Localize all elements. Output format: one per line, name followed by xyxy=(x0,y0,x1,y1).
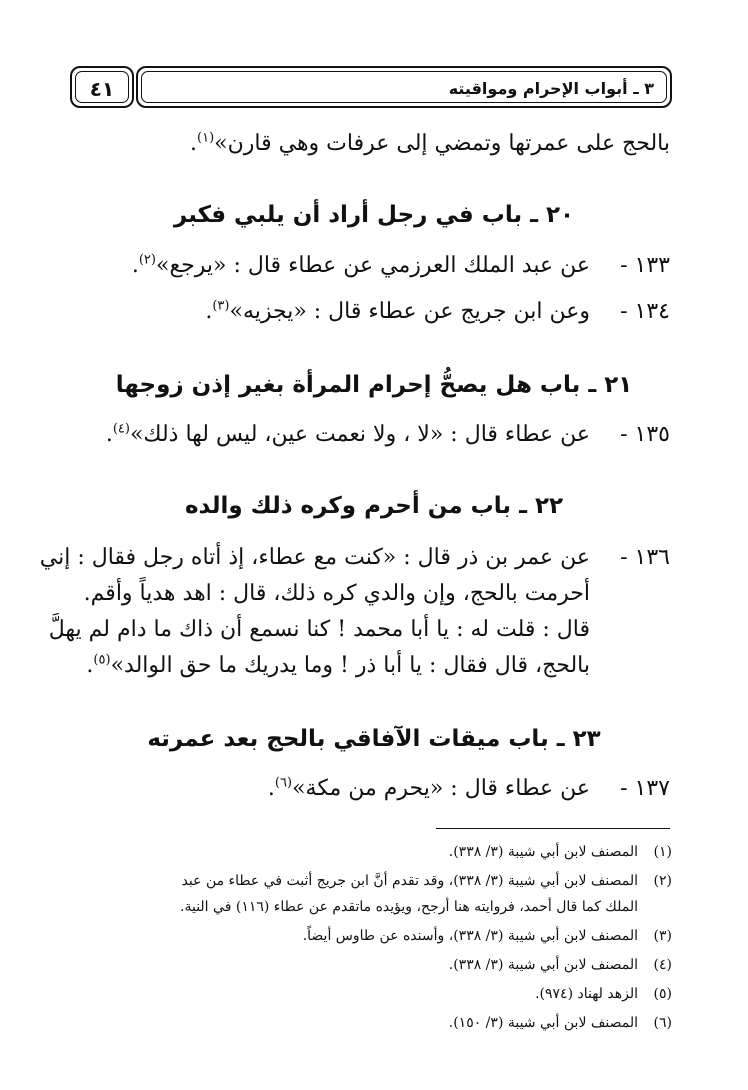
hadith-text: عن عبد الملك العرزمي عن عطاء قال : «يرجع» xyxy=(155,253,590,278)
footnote-text: المصنف لابن أبي شيبة (٣/ ٣٣٨)، وقد تقدم أنَّ ابن جريج أثبت في عطاء من عبد xyxy=(181,873,638,889)
section-heading-21: ٢١ ـ باب هل يصحُّ إحرام المرأة بغير إذن زوجها xyxy=(115,372,633,398)
hadith-number: ١٣٣ - xyxy=(620,253,670,278)
footnote-2 xyxy=(70,869,672,893)
footnote-6 xyxy=(70,1011,672,1035)
hadith-text: عن عطاء قال : «لا ، ولا نعمت عين، ليس لها ذلك» xyxy=(129,422,590,447)
footnote-ref: (٢) xyxy=(138,252,156,268)
hadith-text: وعن ابن جريج عن عطاء قال : «يجزيه» xyxy=(229,299,590,324)
page-number-box xyxy=(70,66,134,108)
footnote-divider xyxy=(436,828,670,829)
footnote-ref: (٣) xyxy=(212,298,230,314)
hadith-136-line-4: بالحج، قال فقال : يا أبا ذر ! وما يدريك ما حق الوالد»$^{(٥)}$. xyxy=(86,652,590,678)
footnote-ref: (٦) xyxy=(274,775,293,791)
footnote-number: (١) xyxy=(653,844,672,860)
hadith-number: ١٣٦ - xyxy=(620,545,670,570)
footnote-3 xyxy=(70,924,672,948)
footnote-number: (٥) xyxy=(653,986,672,1002)
footnote-1 xyxy=(70,840,672,864)
footnote-number: (٣) xyxy=(653,928,672,944)
hadith-text: عن عطاء قال : «يحرم من مكة» xyxy=(292,776,590,801)
hadith-136-line-1 xyxy=(39,540,670,576)
hadith-number: ١٣٧ - xyxy=(620,776,670,801)
hadith-136-line-2: أحرمت بالحج، وإن والدي كره ذلك، قال : اهد هدياً وأقم. xyxy=(83,581,590,606)
running-header-title: ٣ ـ أبواب الإحرام ومواقيته xyxy=(448,79,654,98)
footnote-ref: (٥) xyxy=(93,652,111,668)
footnote-text: المصنف لابن أبي شيبة (٣/ ٣٣٨). xyxy=(448,844,638,860)
hadith-text: عن عمر بن ذر قال : «كنت مع عطاء، إذ أتاه رجل فقال : إني xyxy=(39,545,590,570)
intro-line: بالحج على عمرتها وتمضي إلى عرفات وهي قارن»$^{(١)}$. xyxy=(190,130,670,156)
hadith-136-line-3: قال : قلت له : يا أبا محمد ! كنا نسمع أن ذاك ما دام لم يهلَّ xyxy=(48,617,590,642)
footnote-ref: (١) xyxy=(197,130,215,146)
footnote-2-cont: الملك كما قال أحمد، فروايته هنا أرجح، ويؤيده ماتقدم عن عطاء (١١٦) في النية. xyxy=(180,899,638,915)
footnote-text: المصنف لابن أبي شيبة (٣/ ٣٣٨)، وأسنده عن طاوس أيضاً. xyxy=(302,928,638,944)
page-number: ٤١ xyxy=(89,77,115,101)
footnote-number: (٦) xyxy=(653,1015,672,1031)
footnote-text: الزهد لهناد (٩٧٤). xyxy=(535,986,638,1002)
footnote-number: (٤) xyxy=(653,957,672,973)
footnote-text: المصنف لابن أبي شيبة (٣/ ١٥٠). xyxy=(448,1015,638,1031)
footnote-5 xyxy=(70,982,672,1006)
running-header xyxy=(136,66,672,108)
footnote-text: المصنف لابن أبي شيبة (٣/ ٣٣٨). xyxy=(448,957,638,973)
section-heading-20: ٢٠ ـ باب في رجل أراد أن يلبي فكبر xyxy=(173,202,575,228)
section-heading-22: ٢٢ ـ باب من أحرم وكره ذلك والده xyxy=(184,493,564,519)
footnote-4 xyxy=(70,953,672,977)
hadith-134: ١٣٤ -وعن ابن جريج عن عطاء قال : «يجزيه»$^{(٣)}$. xyxy=(70,294,670,330)
footnote-ref: (٤) xyxy=(112,421,130,437)
hadith-137: ١٣٧ -عن عطاء قال : «يحرم من مكة»$^{(٦)}$. xyxy=(70,771,670,807)
hadith-133: ١٣٣ -عن عبد الملك العرزمي عن عطاء قال : «يرجع»$^{(٢)}$. xyxy=(70,248,670,284)
footnote-number: (٢) xyxy=(653,873,672,889)
hadith-number: ١٣٤ - xyxy=(620,299,670,324)
hadith-135: ١٣٥ -عن عطاء قال : «لا ، ولا نعمت عين، ليس لها ذلك»$^{(٤)}$. xyxy=(70,417,670,453)
section-heading-23: ٢٣ ـ باب ميقات الآفاقي بالحج بعد عمرته xyxy=(147,726,601,752)
hadith-number: ١٣٥ - xyxy=(620,422,670,447)
hadith-text: بالحج، قال فقال : يا أبا ذر ! وما يدريك ما حق الوالد» xyxy=(110,653,590,678)
